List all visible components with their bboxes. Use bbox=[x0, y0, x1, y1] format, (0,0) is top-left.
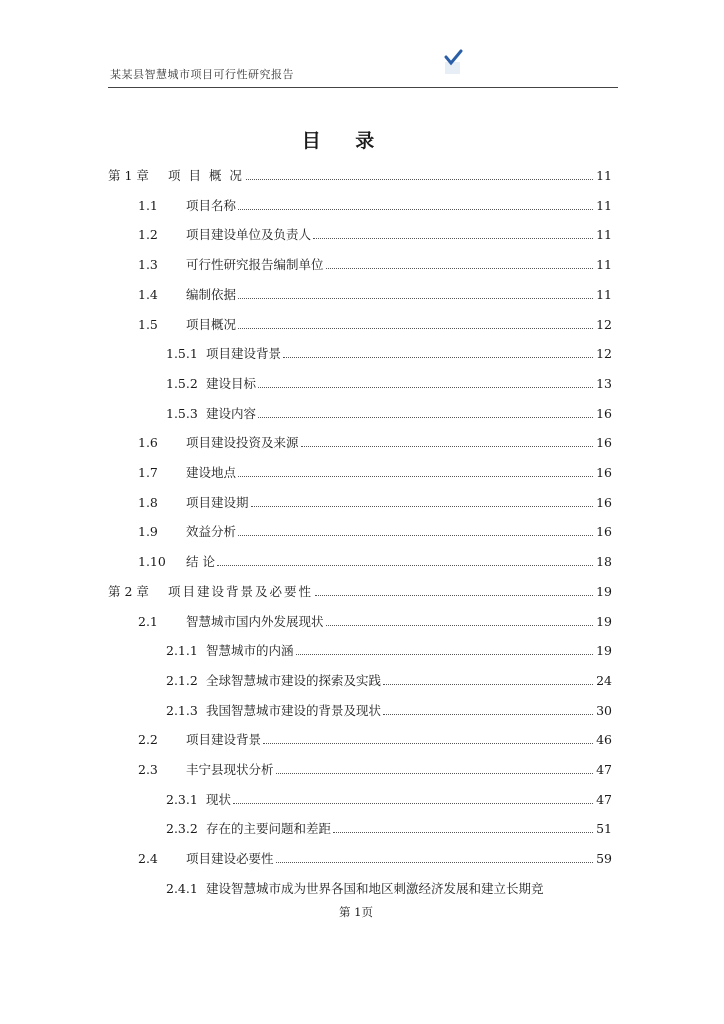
toc-entry-number: 1.5.3 bbox=[166, 405, 198, 421]
toc-entry-number: 2.1.3 bbox=[166, 702, 198, 718]
toc-entry[interactable] bbox=[0, 724, 724, 748]
toc-entry-page: 13 bbox=[596, 375, 612, 391]
toc-entry-page: 19 bbox=[596, 583, 612, 599]
toc-dot-leader bbox=[383, 714, 593, 715]
toc-entry-title: 智慧城市国内外发展现状 bbox=[186, 613, 324, 629]
toc-title: 目 录 bbox=[301, 130, 389, 152]
toc-entry-number: 2.1.1 bbox=[166, 643, 198, 659]
toc-dot-leader bbox=[233, 803, 593, 804]
toc-dot-leader bbox=[326, 625, 594, 626]
toc-dot-leader bbox=[238, 209, 593, 210]
checkmark-logo-icon bbox=[442, 48, 464, 76]
toc-entry-title: 智慧城市的内涵 bbox=[206, 643, 294, 659]
toc-entry-title: 全球智慧城市建设的探索及实践 bbox=[206, 672, 382, 688]
toc-entry-title: 项目建设投资及来源 bbox=[186, 435, 299, 451]
toc-dot-leader bbox=[276, 862, 594, 863]
toc-dot-leader bbox=[238, 476, 593, 477]
toc-entry-page: 16 bbox=[596, 435, 612, 451]
toc-dot-leader bbox=[283, 357, 593, 358]
toc-entry-title: 现状 bbox=[206, 791, 232, 807]
toc-entry-title: 项目建设背景及必要性 bbox=[168, 583, 314, 599]
toc-entry-title: 项目建设背景 bbox=[186, 732, 262, 748]
toc-dot-leader bbox=[276, 773, 594, 774]
toc-entry[interactable] bbox=[0, 813, 724, 837]
toc-entry-number: 1.6 bbox=[138, 435, 158, 451]
toc-entry-title: 可行性研究报告编制单位 bbox=[186, 257, 324, 273]
toc-entry-title: 效益分析 bbox=[186, 524, 237, 540]
toc-entry[interactable] bbox=[0, 398, 724, 422]
toc-dot-leader bbox=[333, 832, 593, 833]
toc-entry[interactable] bbox=[0, 427, 724, 451]
toc-entry-number: 1.8 bbox=[138, 494, 158, 510]
toc-entry-number: 2.3.1 bbox=[166, 791, 198, 807]
toc-entry-number: 2.4.1 bbox=[166, 880, 198, 896]
toc-entry-title: 项目建设单位及负责人 bbox=[186, 227, 312, 243]
toc-entry-number: 1.9 bbox=[138, 524, 158, 540]
toc-entry-title: 项目建设期 bbox=[186, 494, 249, 510]
toc-dot-leader bbox=[238, 328, 593, 329]
toc-entry-title: 结 论 bbox=[186, 554, 215, 570]
toc-entry-page: 47 bbox=[596, 791, 612, 807]
toc-entry-page: 19 bbox=[596, 643, 612, 659]
toc-entry-title: 项目建设必要性 bbox=[186, 851, 274, 867]
toc-entry-number: 2.3 bbox=[138, 762, 158, 777]
toc-entry[interactable] bbox=[0, 843, 724, 867]
toc-entry[interactable] bbox=[0, 546, 724, 570]
toc-dot-leader bbox=[383, 684, 593, 685]
toc-entry-number: 1.10 bbox=[138, 554, 166, 570]
header-title: 某某县智慧城市项目可行性研究报告 bbox=[110, 68, 294, 81]
toc-entry-number: 2.3.2 bbox=[166, 821, 198, 837]
toc-entry-number: 1.2 bbox=[138, 227, 158, 243]
toc-entry-title: 项目名称 bbox=[186, 197, 237, 213]
toc-entry[interactable] bbox=[0, 606, 724, 630]
toc-entry-page: 12 bbox=[596, 346, 612, 362]
toc-entry[interactable] bbox=[0, 338, 724, 362]
toc-entry-number: 1.3 bbox=[138, 257, 158, 273]
toc-entry-page: 12 bbox=[596, 316, 612, 332]
toc-entry[interactable] bbox=[0, 576, 724, 600]
header-divider bbox=[108, 87, 618, 88]
toc-dot-leader bbox=[258, 417, 593, 418]
toc-dot-leader bbox=[238, 298, 593, 299]
toc-entry-page: 16 bbox=[596, 494, 612, 510]
toc-dot-leader bbox=[301, 446, 594, 447]
toc-entry-page: 46 bbox=[596, 732, 612, 748]
toc-entry-title: 项 目 概 况 bbox=[168, 168, 244, 183]
toc-dot-leader bbox=[326, 268, 594, 269]
toc-entry-page: 59 bbox=[596, 851, 612, 867]
toc-entry-number: 1.5.2 bbox=[166, 375, 198, 391]
toc-entry[interactable] bbox=[0, 487, 724, 511]
toc-entry[interactable] bbox=[0, 309, 724, 333]
toc-entry[interactable] bbox=[0, 784, 724, 808]
toc-entry-page: 51 bbox=[596, 821, 612, 837]
toc-entry-number: 2.1.2 bbox=[166, 672, 198, 688]
toc-entry-page: 11 bbox=[596, 257, 612, 273]
toc-entry[interactable] bbox=[0, 457, 724, 481]
toc-entry-page: 11 bbox=[596, 286, 612, 302]
toc-entry-page: 16 bbox=[596, 465, 612, 480]
toc-entry-page: 16 bbox=[596, 524, 612, 540]
toc-entry-page: 18 bbox=[596, 554, 612, 570]
toc-entry[interactable] bbox=[0, 754, 724, 778]
toc-entry[interactable] bbox=[0, 249, 724, 273]
toc-dot-leader bbox=[217, 565, 593, 566]
toc-entry-number: 1.5 bbox=[138, 316, 158, 332]
toc-entry-page: 24 bbox=[596, 672, 612, 688]
toc-entry-title: 建设目标 bbox=[206, 375, 257, 391]
toc-entry-title: 建设地点 bbox=[186, 465, 237, 480]
toc-entry-number: 1.4 bbox=[138, 286, 158, 302]
toc-entry-page: 16 bbox=[596, 405, 612, 421]
toc-entry[interactable] bbox=[0, 219, 724, 243]
toc-dot-leader bbox=[251, 506, 594, 507]
toc-entry-title: 项目概况 bbox=[186, 316, 237, 332]
toc-dot-leader bbox=[258, 387, 593, 388]
toc-entry-title: 编制依据 bbox=[186, 286, 237, 302]
toc-entry-title: 建设内容 bbox=[206, 405, 257, 421]
toc-entry-page: 30 bbox=[596, 702, 612, 718]
toc-entry-title: 建设智慧城市成为世界各国和地区刺激经济发展和建立长期竞 bbox=[206, 880, 544, 896]
toc-entry-title: 存在的主要问题和差距 bbox=[206, 821, 332, 837]
toc-dot-leader bbox=[315, 595, 593, 596]
toc-entry-title: 我国智慧城市建设的背景及现状 bbox=[206, 702, 382, 718]
toc-entry[interactable] bbox=[0, 368, 724, 392]
toc-entry-number: 2.2 bbox=[138, 732, 158, 748]
toc-dot-leader bbox=[263, 743, 593, 744]
toc-entry-number: 1.5.1 bbox=[166, 346, 198, 362]
toc-entry[interactable] bbox=[0, 279, 724, 303]
toc-entry-number: 第 1 章 bbox=[108, 168, 149, 183]
toc-entry-page: 11 bbox=[596, 168, 612, 183]
toc-entry-page: 11 bbox=[596, 197, 612, 213]
toc-dot-leader bbox=[313, 238, 593, 239]
toc-entry-title: 丰宁县现状分析 bbox=[186, 762, 274, 777]
toc-entry[interactable] bbox=[0, 873, 724, 897]
toc-entry-page: 19 bbox=[596, 613, 612, 629]
toc-entry-number: 1.7 bbox=[138, 465, 158, 480]
toc-entry-page: 47 bbox=[596, 762, 612, 777]
page-number: 第 1页 bbox=[339, 905, 373, 919]
toc-dot-leader bbox=[246, 179, 593, 180]
toc-entry-number: 2.1 bbox=[138, 613, 158, 629]
toc-entry-title: 项目建设背景 bbox=[206, 346, 282, 362]
toc-entry-number: 第 2 章 bbox=[108, 583, 149, 599]
toc-dot-leader bbox=[238, 535, 593, 536]
toc-entry[interactable] bbox=[0, 516, 724, 540]
toc-dot-leader bbox=[296, 654, 594, 655]
toc-entry[interactable] bbox=[0, 695, 724, 719]
toc-entry[interactable] bbox=[0, 160, 724, 184]
toc-entry[interactable] bbox=[0, 635, 724, 659]
toc-entry[interactable] bbox=[0, 190, 724, 214]
toc-entry[interactable] bbox=[0, 665, 724, 689]
toc-entry-page: 11 bbox=[596, 227, 612, 243]
toc-entry-number: 2.4 bbox=[138, 851, 158, 867]
toc-entry-number: 1.1 bbox=[138, 197, 158, 213]
